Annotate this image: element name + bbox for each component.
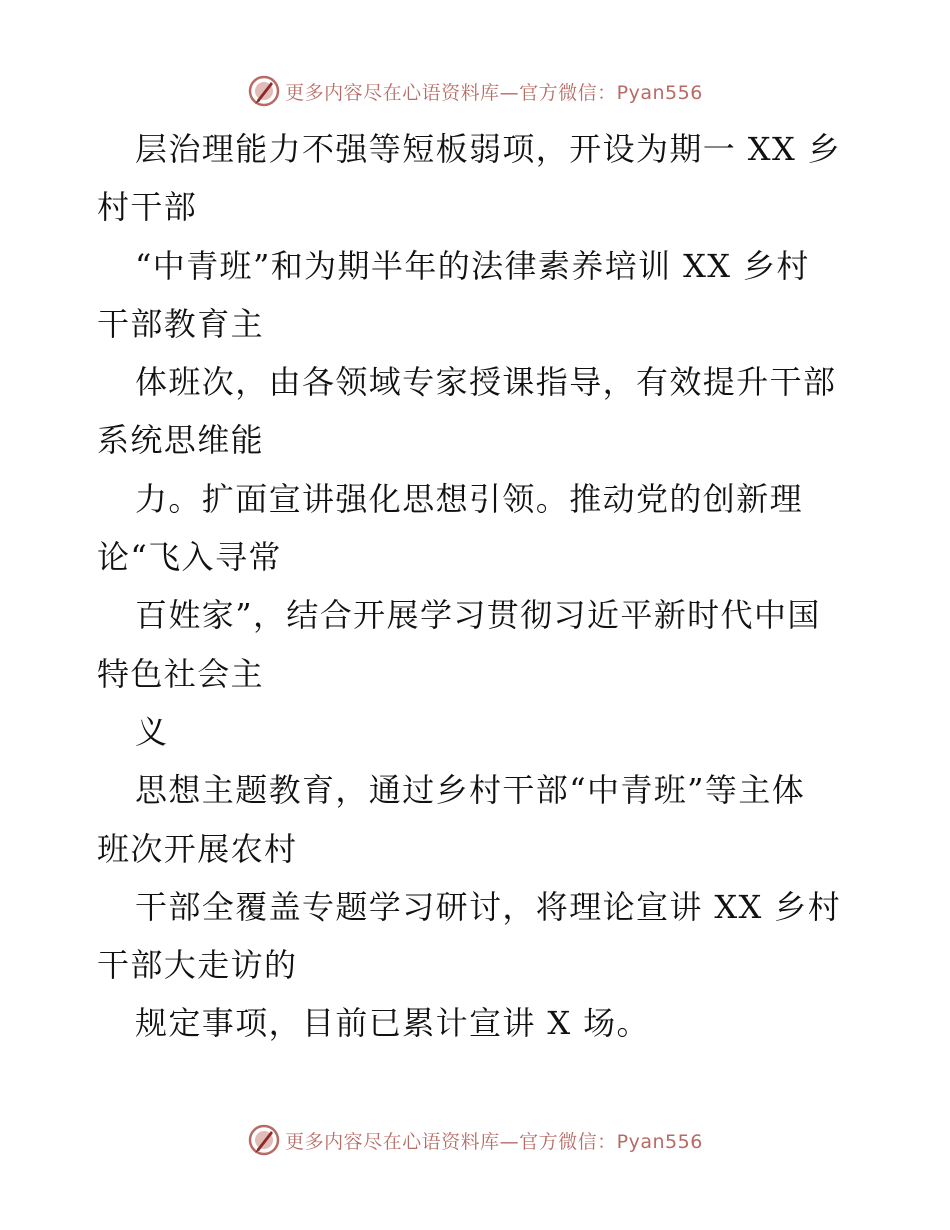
text-line: 力。扩面宣讲强化思想引领。推动党的创新理 — [135, 479, 804, 518]
text-line: 百姓家”，结合开展学习贯彻习近平新时代中国 — [135, 596, 821, 635]
text-line: 义 — [135, 712, 169, 751]
text-line: 系统思维能 — [97, 421, 265, 460]
text-line: 干部全覆盖专题学习研讨，将理论宣讲 XX 乡村 — [135, 887, 842, 926]
text-line: 干部教育主 — [97, 304, 265, 343]
text-line: 村干部 — [97, 188, 198, 227]
text-line: “中青班”和为期半年的法律素养培训 XX 乡村 — [135, 246, 810, 285]
quill-logo-icon — [247, 74, 281, 108]
watermark-text: 更多内容尽在心语资料库—官方微信：Pyan556 — [285, 81, 703, 104]
text-line: 特色社会主 — [97, 654, 265, 693]
text-line: 层治理能力不强等短板弱项，开设为期一 XX 乡 — [135, 130, 842, 168]
text-line: 论“飞入寻常 — [97, 538, 282, 577]
footer-watermark — [0, 1120, 950, 1160]
text-line: 规定事项，目前已累计宣讲 X 场。 — [135, 1004, 650, 1043]
text-line: 体班次，由各领域专家授课指导，有效提升干部 — [135, 363, 837, 402]
text-line: 干部大走访的 — [97, 946, 298, 985]
text-line: 班次开展农村 — [97, 829, 298, 868]
document-body — [97, 120, 857, 1053]
quill-logo-icon — [247, 1123, 281, 1157]
header-watermark — [0, 71, 950, 111]
text-line: 思想主题教育，通过乡村干部“中青班”等主体 — [135, 771, 806, 810]
watermark-text: 更多内容尽在心语资料库—官方微信：Pyan556 — [285, 1130, 703, 1153]
